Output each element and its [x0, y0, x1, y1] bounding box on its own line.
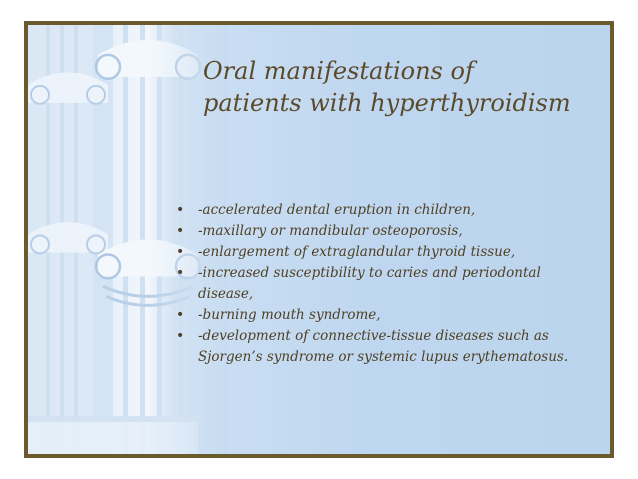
list-item-text: -burning mouth syndrome,	[198, 307, 381, 323]
bullet-icon: •	[176, 328, 185, 344]
bullet-icon: •	[176, 265, 185, 281]
list-item	[176, 263, 596, 305]
bullet-icon: •	[176, 307, 185, 323]
list-item	[176, 305, 596, 326]
slide-title-line-2: patients with hyperthyroidism	[203, 89, 571, 117]
list-item	[176, 326, 596, 368]
list-item	[176, 221, 596, 242]
bullet-icon: •	[176, 223, 185, 239]
slide-title	[203, 55, 603, 119]
bullet-icon: •	[176, 244, 185, 260]
list-item	[176, 242, 596, 263]
list-item-text: -development of connective-tissue diseases such as Sjorgen’s syndrome or systemic lupus erythematosus.	[198, 328, 569, 365]
slide-frame	[24, 21, 614, 458]
bullet-list	[176, 200, 596, 368]
bullet-icon: •	[176, 202, 185, 218]
list-item	[176, 200, 596, 221]
list-item-text: -increased susceptibility to caries and periodontal disease,	[198, 265, 541, 302]
list-item-text: -enlargement of extraglandular thyroid tissue,	[198, 244, 516, 260]
slide-title-line-1: Oral manifestations of	[203, 57, 474, 85]
list-item-text: -accelerated dental eruption in children,	[198, 202, 476, 218]
list-item-text: -maxillary or mandibular osteoporosis,	[198, 223, 463, 239]
